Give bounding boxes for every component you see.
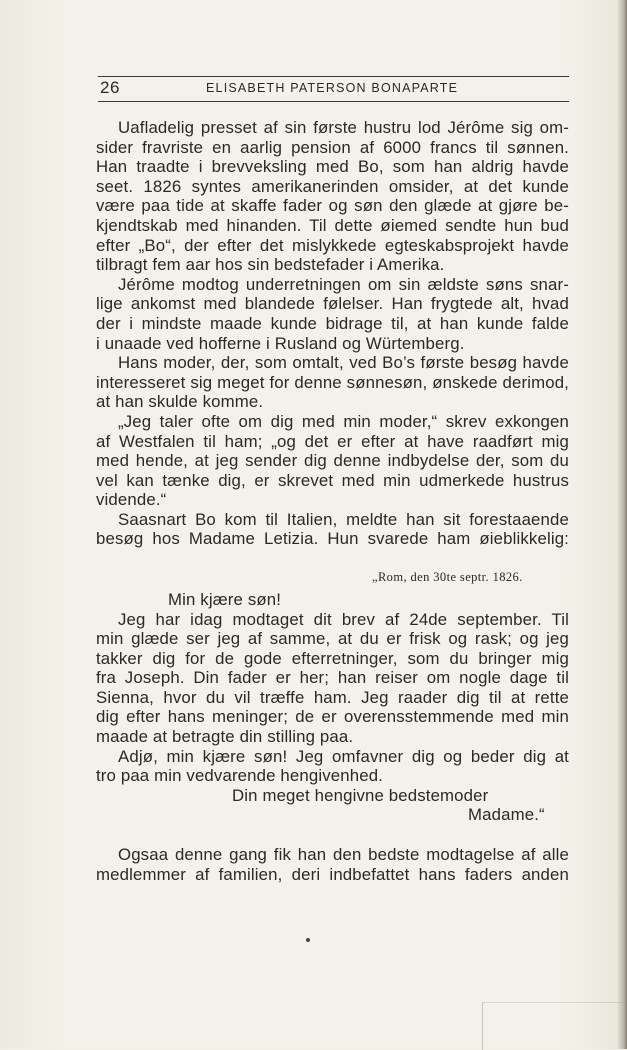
- letter-line: dig efter hans meninger; de er overensstemmende med min: [96, 707, 569, 727]
- text-line: vel kan tænke dig, er skrevet med min udmerkede hustrus: [96, 470, 569, 490]
- text-line: interesseret sig meget for denne sønnesøn, ønskede derimod,: [96, 372, 569, 392]
- body-text: [96, 118, 569, 549]
- letter-salutation: Min kjære søn!: [168, 590, 282, 609]
- letter-line: Adjø, min kjære søn! Jeg omfavner dig og beder dig at: [118, 746, 569, 766]
- ink-dot: [306, 938, 310, 942]
- text-line: Han traadte i brevveksling med Bo, som han aldrig havde: [96, 157, 569, 177]
- text-line: „Jeg taler ofte om dig med min moder,“ skrev exkongen: [118, 411, 569, 431]
- text-line: efter „Bo“, der efter det mislykkede egteskabsprojekt havde: [96, 235, 569, 255]
- text-line: kjendtskab med hinanden. Til dette øiemed sendte hun bud: [96, 215, 569, 235]
- text-line: der i mindste maade kunde bidrage til, at han kunde falde: [96, 313, 569, 333]
- page-number: 26: [100, 78, 120, 97]
- text-line: med hende, at jeg sender dig denne indbydelse der, som du: [96, 451, 569, 471]
- text-line: Uafladelig presset af sin første hustru lod Jérôme sig om-: [118, 118, 569, 137]
- continuation-text: [96, 845, 569, 884]
- letter-line: takker dig for de gode efterretninger, som du bringer mig: [96, 648, 569, 668]
- text-line: af Westfalen til ham; „og det er efter at have raadført mig: [96, 431, 569, 451]
- text-line: tilbragt fem aar hos sin bedstefader i Amerika.: [96, 255, 445, 275]
- letter-signature: Madame.“: [468, 805, 545, 825]
- text-line: lige ankomst med blandede følelser. Han frygtede alt, hvad: [96, 294, 569, 314]
- letter-line: maade at betragte din stilling paa.: [96, 727, 354, 747]
- text-line: sider fravriste en aarlig pension af 6000 francs til sønnen.: [96, 137, 569, 157]
- text-line: Jérôme modtog underretningen om sin ældste søns snar-: [118, 274, 569, 294]
- page-corner-mark: [482, 1002, 623, 1050]
- letter-line: Jeg har idag modtaget dit brev af 24de september. Til: [118, 609, 569, 629]
- letter-text: [96, 590, 569, 825]
- text-line: seet. 1826 syntes amerikanerinden omsider, at det kunde: [96, 176, 569, 196]
- text-line: være paa tide at skaffe fader og søn den glæde at gjøre be-: [96, 196, 569, 216]
- text-line: besøg hos Madame Letizia. Hun svarede ham øieblikkelig:: [96, 529, 569, 549]
- letter-closing: Din meget hengivne bedstemoder: [232, 785, 489, 805]
- letter-line: fra Joseph. Din fader er her; han reiser om nogle dage til: [96, 668, 569, 688]
- text-line: vidende.“: [96, 490, 167, 510]
- text-line: i unaade ved hofferne i Rusland og Würtemberg.: [96, 333, 465, 353]
- text-line: Saasnart Bo kom til Italien, meldte han sit forestaaende: [118, 509, 569, 529]
- text-line: Ogsaa denne gang fik han den bedste modtagelse af alle: [118, 845, 569, 864]
- text-line: Hans moder, der, som omtalt, ved Bo’s første besøg havde: [118, 353, 569, 373]
- text-line: medlemmer af familien, deri indbefattet hans faders anden: [96, 864, 569, 884]
- letter-line: tro paa min vedvarende hengivenhed.: [96, 766, 383, 786]
- letter-line: Sienna, hvor du vil træffe ham. Jeg raader dig til at rette: [96, 687, 569, 707]
- running-header: [98, 76, 569, 102]
- text-line: at han skulde komme.: [96, 392, 264, 412]
- letter-dateline: „Rom, den 30te septr. 1826.: [372, 570, 523, 584]
- page-edge-shadow: [617, 0, 627, 1049]
- running-title: ELISABETH PATERSON BONAPARTE: [206, 81, 459, 95]
- letter-line: min glæde ser jeg af samme, at du er frisk og rask; og jeg: [96, 629, 569, 649]
